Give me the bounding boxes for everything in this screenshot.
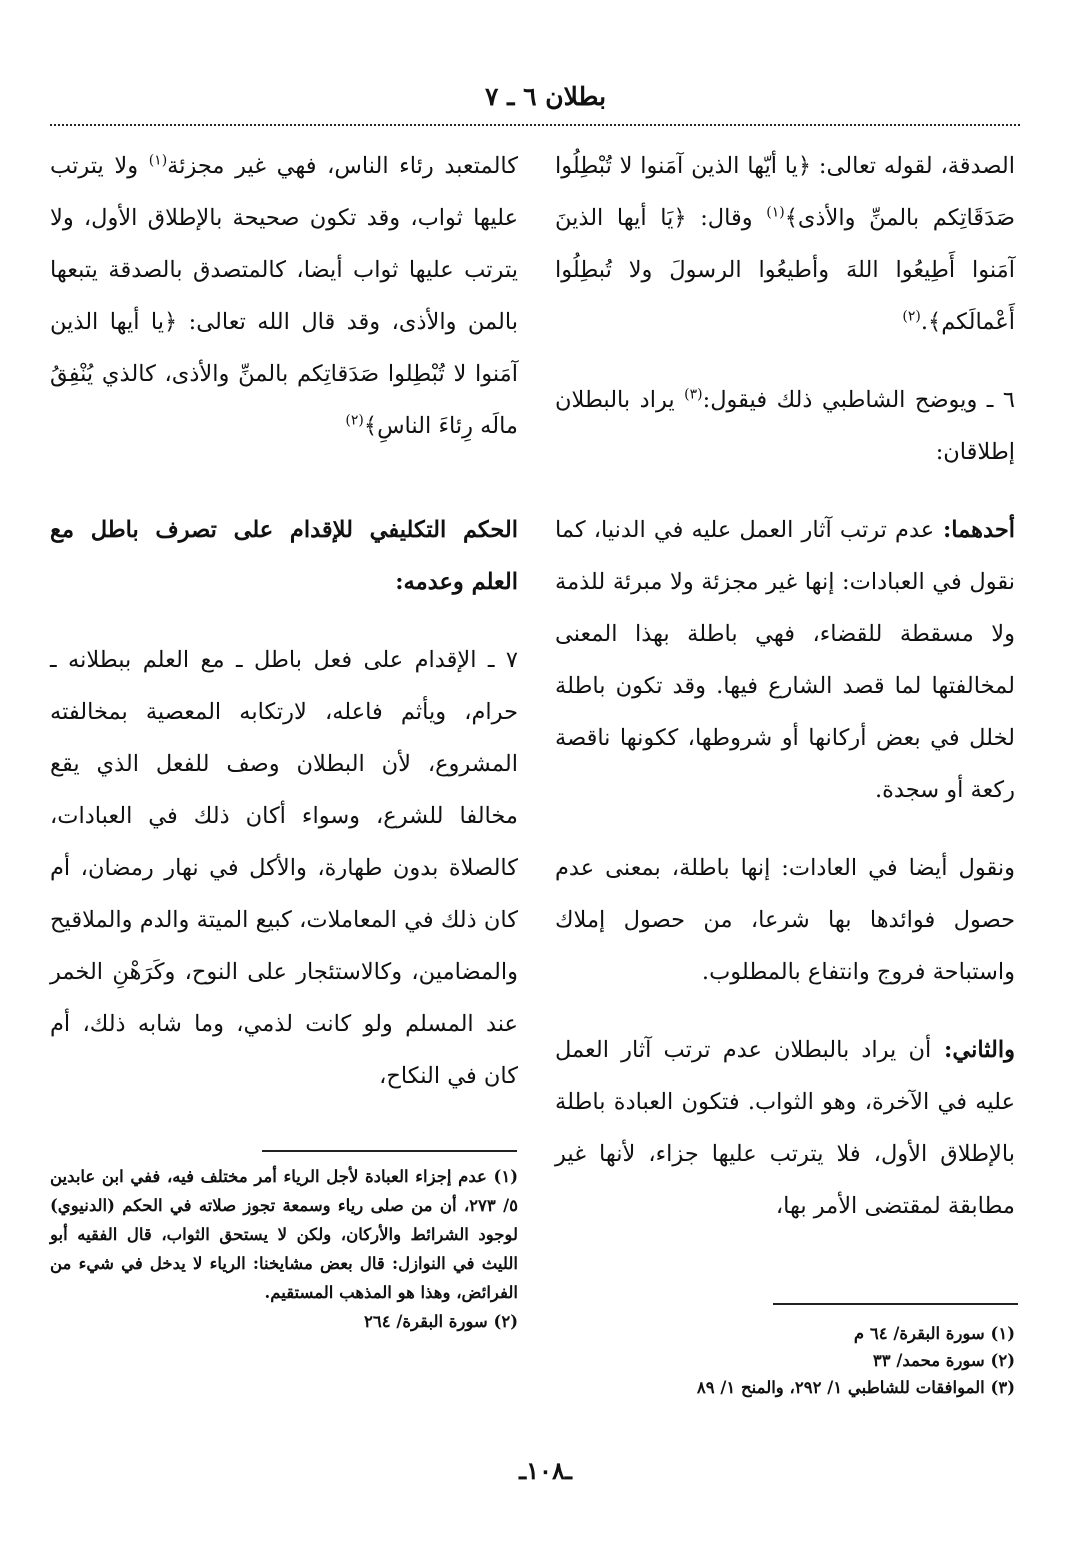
footnote: (٢) سورة البقرة/ ٢٦٤ bbox=[364, 1312, 518, 1331]
footnote: (٢) سورة محمد/ ٣٣ bbox=[872, 1351, 1015, 1370]
page-header: بطلان ٦ ـ ٧ bbox=[484, 82, 607, 111]
paragraph: كالمتعبد رئاء الناس، فهي غير مجزئة$^{(١)}$ ولا يترتب عليها ثواب، وقد تكون صحيحة بالإطلاق الأول، ولا يترتب عليها ثواب أيضا، كالمتصدق بالصدقة يتبعها بالمن والأذى، وقد قال الله تعالى: ﴿يا أيها الذين آمَنوا لا تُبْطِلوا صَدَقاتِكم بالمنِّ والأذى، كالذي يُنْفِقُ مالَه رِئاءَ الناسِ﴾$^{(٢)}$ bbox=[50, 152, 518, 439]
footnote-rule bbox=[773, 1303, 1018, 1305]
paragraph: ٧ ـ الإقدام على فعل باطل ـ مع العلم ببطلانه ـ حرام، ويأثم فاعله، لارتكابه المعصية بمخالفته المشروع، لأن البطلان وصف للفعل الذي يقع مخالفا للشرع، وسواء أكان ذلك في العبادات، كالصلاة بدون طهارة، والأكل في نهار رمضان، أم كان ذلك في المعاملات، كبيع الميتة والدم والملاقيح والمضامين، وكالاستئجار على النوح، وكَرَهْنِ الخمر عند المسلم ولو كانت لذمي، وما شابه ذلك، أم كان في النكاح، bbox=[50, 647, 518, 1089]
footnotes-left bbox=[50, 1162, 518, 1336]
right-column bbox=[555, 140, 1015, 1232]
footnote-rule bbox=[262, 1150, 517, 1152]
footnotes-right bbox=[555, 1320, 1015, 1401]
header-dotted-rule bbox=[50, 124, 1020, 126]
footnote: (١) سورة البقرة/ ٦٤ م bbox=[853, 1324, 1015, 1343]
paragraph: ونقول أيضا في العادات: إنها باطلة، بمعنى عدم حصول فوائدها بها شرعا، من حصول إملاك واستباحة فروج وانتفاع بالمطلوب. bbox=[555, 855, 1015, 985]
paragraph: ٦ ـ ويوضح الشاطبي ذلك فيقول:$^{(٣)}$ يراد بالبطلان إطلاقان: bbox=[555, 386, 1016, 465]
page-number: ـ١٠٨ـ bbox=[519, 1456, 572, 1485]
section-heading: الحكم التكليفي للإقدام على تصرف باطل مع العلم وعدمه: bbox=[50, 517, 518, 595]
left-column bbox=[50, 140, 518, 1102]
paragraph: أحدهما: عدم ترتب آثار العمل عليه في الدنيا، كما نقول في العبادات: إنها غير مجزئة ولا مبرئة للذمة ولا مسقطة للقضاء، فهي باطلة بهذا المعنى لمخالفتها لما قصد الشارع فيها. وقد تكون باطلة لخلل في بعض أركانها أو شروطها، ككونها ناقصة ركعة أو سجدة. bbox=[555, 517, 1015, 803]
footnote: (١) عدم إجزاء العبادة لأجل الرياء أمر مختلف فيه، ففي ابن عابدين ٥/ ٢٧٣، أن من صلى رياء وسمعة تجوز صلاته في الحكم (الدنيوي) لوجود الشرائط والأركان، ولكن لا يستحق الثواب، قال الفقيه أبو الليث في النوازل: قال بعض مشايخنا: الرياء لا يدخل في شيء من الفرائض، وهذا هو المذهب المستقيم. bbox=[50, 1167, 518, 1302]
paragraph: الصدقة، لقوله تعالى: ﴿يا أيّها الذين آمَنوا لا تُبْطِلُوا صَدَقَاتِكم بالمنِّ والأذى﴾$^{(١)}$ وقال: ﴿يَا أيها الذينَ آمَنوا أَطِيعُوا اللهَ وأطيعُوا الرسولَ ولا تُبطِلُوا أَعْمالَكم﴾.$^{(٢)}$ bbox=[555, 153, 1015, 335]
footnote: (٣) الموافقات للشاطبي ١/ ٢٩٢، والمنح ١/ ٨٩ bbox=[696, 1378, 1015, 1397]
paragraph: والثاني: أن يراد بالبطلان عدم ترتب آثار العمل عليه في الآخرة، وهو الثواب. فتكون العبادة باطلة بالإطلاق الأول، فلا يترتب عليها جزاء، لأنها غير مطابقة لمقتضى الأمر بها، bbox=[555, 1037, 1015, 1219]
